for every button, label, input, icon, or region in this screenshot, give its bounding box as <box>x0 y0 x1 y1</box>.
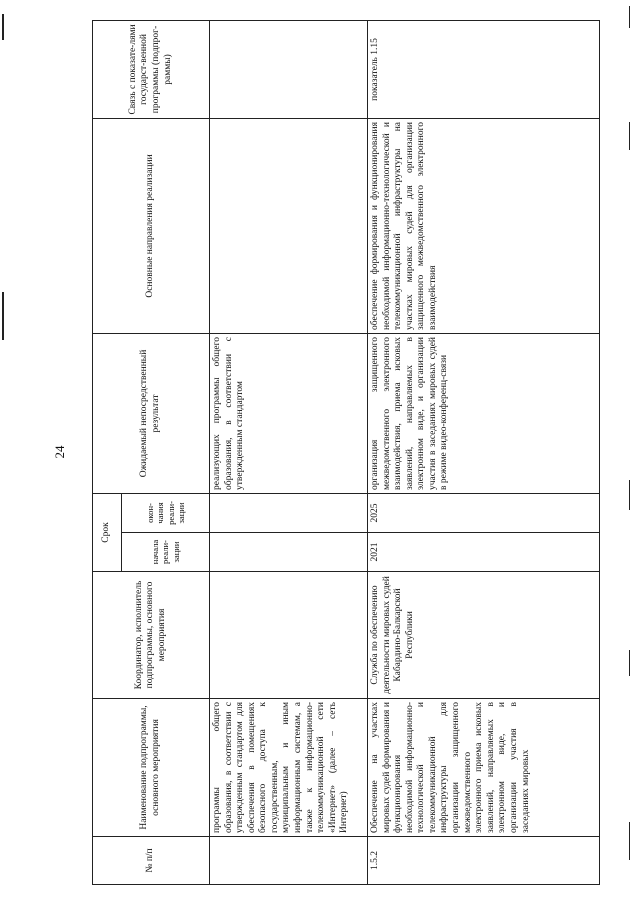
row-num <box>210 837 368 885</box>
scan-edge-mark <box>629 6 630 28</box>
header-name: Наименование подпрограммы, основного мероприятия <box>93 699 210 837</box>
scan-edge-mark <box>629 122 630 150</box>
row-end: 2025 <box>368 493 600 532</box>
row-link: показатель 1.15 <box>368 20 600 118</box>
header-row <box>93 20 122 884</box>
table-row <box>210 20 368 884</box>
row-coordinator <box>210 572 368 699</box>
row-start: 2021 <box>368 533 600 572</box>
header-result: Ожидаемый непосредственный результат <box>93 333 210 493</box>
row-result: реализующих программы общего образования, в соответствии с утвержденным стандартом <box>210 333 368 493</box>
header-num: № п/п <box>93 837 210 885</box>
header-term: Срок <box>93 493 122 571</box>
scan-edge-mark <box>629 822 630 860</box>
row-start <box>210 533 368 572</box>
row-coordinator: Служба по обеспечению деятельности мировых судей Кабардино-Балкарской Республики <box>368 572 600 699</box>
header-coordinator: Координатор, исполнитель подпрограммы, основного мероприятия <box>93 572 210 699</box>
row-end <box>210 493 368 532</box>
table-row <box>368 20 600 884</box>
row-directions: обеспечение формирования и функционирования необходимой информационно-технологической и телекоммуникационной инфраструктуры на участках мировых судей для организации защищенного межведомственного электронного взаимодействия <box>368 118 600 333</box>
header-directions: Основные направления реализации <box>93 118 210 333</box>
row-link <box>210 20 368 118</box>
program-measures-table <box>92 20 600 885</box>
scan-edge-mark <box>629 650 630 676</box>
header-end: окон-чания реали-зации <box>122 493 210 532</box>
scan-edge-mark <box>2 14 4 40</box>
row-num: 1.5.2 <box>368 837 600 885</box>
header-link: Связь с показате-лями государст-венной программы (подпрог-раммы) <box>93 20 210 118</box>
scan-edge-mark <box>2 292 4 340</box>
row-directions <box>210 118 368 333</box>
rotated-table-wrapper <box>92 21 600 885</box>
header-start: начала реали-зации <box>122 533 210 572</box>
page-number: 24 <box>52 445 67 459</box>
scan-edge-mark <box>629 480 630 510</box>
row-name: Обеспечение на участках мировых судей формирования и функционирования необходимой информационно-технологической и телекоммуникационной инфраструктуры для организации защищенного межведомственного электронного приема исковых заявлений, направляемых в электронном виде, и организации участия в заседаниях мировых <box>368 699 600 837</box>
row-result: организация защищенного межведомственного электронного взаимодействия, приема исковых заявлений, направляемых в электронном виде, и организации участия в заседаниях мировых судей в режиме видео-конференц-связи <box>368 333 600 493</box>
row-name: программы общего образования, в соответствии с утвержденным стандартом для обеспечения в помещениях безопасного доступа к государственным, муниципальным и иным информационным системам, а также к информационно-телекоммуникационной сети «Интернет» (далее – сеть Интернет) <box>210 699 368 837</box>
